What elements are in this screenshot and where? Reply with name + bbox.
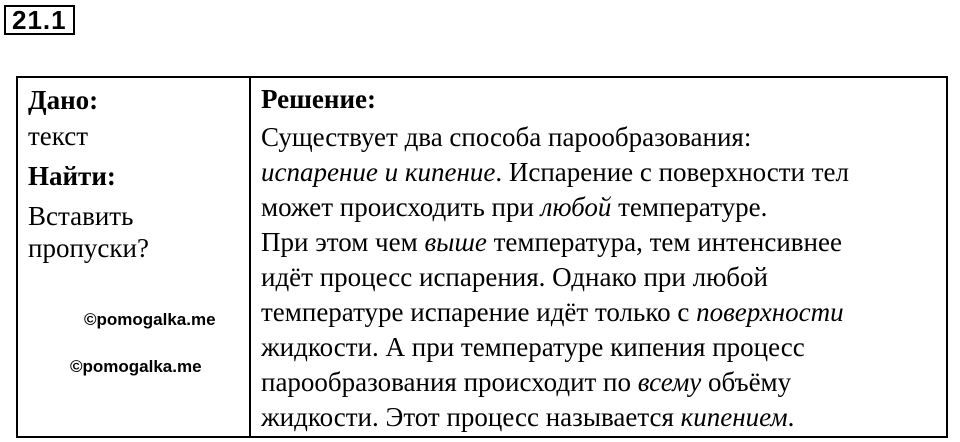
solution-segment: . Испарение с поверхности тел xyxy=(495,157,849,187)
solution-table xyxy=(16,76,948,438)
solution-line xyxy=(261,365,946,400)
solution-segment: парообразования происходит по xyxy=(261,367,638,397)
solution-segment: . xyxy=(787,402,795,432)
task-number: 21.1 xyxy=(4,5,75,35)
solution-emphasis: поверхности xyxy=(696,297,844,327)
find-line-2: пропуски? xyxy=(28,233,149,263)
solution-segment: При этом чем xyxy=(261,227,425,257)
solution-segment: Существует два способа парообразования: xyxy=(261,122,752,152)
given-heading: Дано: xyxy=(28,85,99,115)
solution-line xyxy=(261,225,946,260)
solution-segment: жидкости. А при температуре кипения процесс xyxy=(261,332,805,362)
solution-line xyxy=(261,295,946,330)
solution-segment: идёт процесс испарения. Однако при любой xyxy=(261,262,768,292)
solution-line xyxy=(261,260,946,295)
given-column xyxy=(18,78,251,436)
solution-emphasis: всему xyxy=(637,367,702,397)
solution-emphasis: любой xyxy=(540,192,612,222)
solution-segment: может происходить при xyxy=(261,192,541,222)
solution-line xyxy=(261,330,946,365)
solution-segment: объёму xyxy=(701,367,792,397)
solution-emphasis: испарение и кипение xyxy=(261,157,496,187)
solution-line xyxy=(261,120,946,155)
solution-segment: температуре испарение идёт только с xyxy=(261,297,697,327)
solution-line xyxy=(261,400,946,435)
watermark-2: ©pomogalka.me xyxy=(70,357,202,376)
solution-segment: температура, тем интенсивнее xyxy=(486,227,842,257)
given-value: текст xyxy=(28,121,89,151)
find-line-1: Вставить xyxy=(28,201,134,231)
solution-column xyxy=(251,78,946,436)
solution-text xyxy=(261,120,946,435)
solution-emphasis: выше xyxy=(424,227,487,257)
solution-segment: температуре. xyxy=(611,192,768,222)
find-heading: Найти: xyxy=(28,161,116,191)
solution-line xyxy=(261,190,946,225)
solution-emphasis: кипением xyxy=(680,402,788,432)
solution-heading: Решение: xyxy=(261,84,376,114)
solution-segment: жидкости. Этот процесс называется xyxy=(261,402,681,432)
watermark-1: ©pomogalka.me xyxy=(84,310,216,329)
solution-line xyxy=(261,155,946,190)
